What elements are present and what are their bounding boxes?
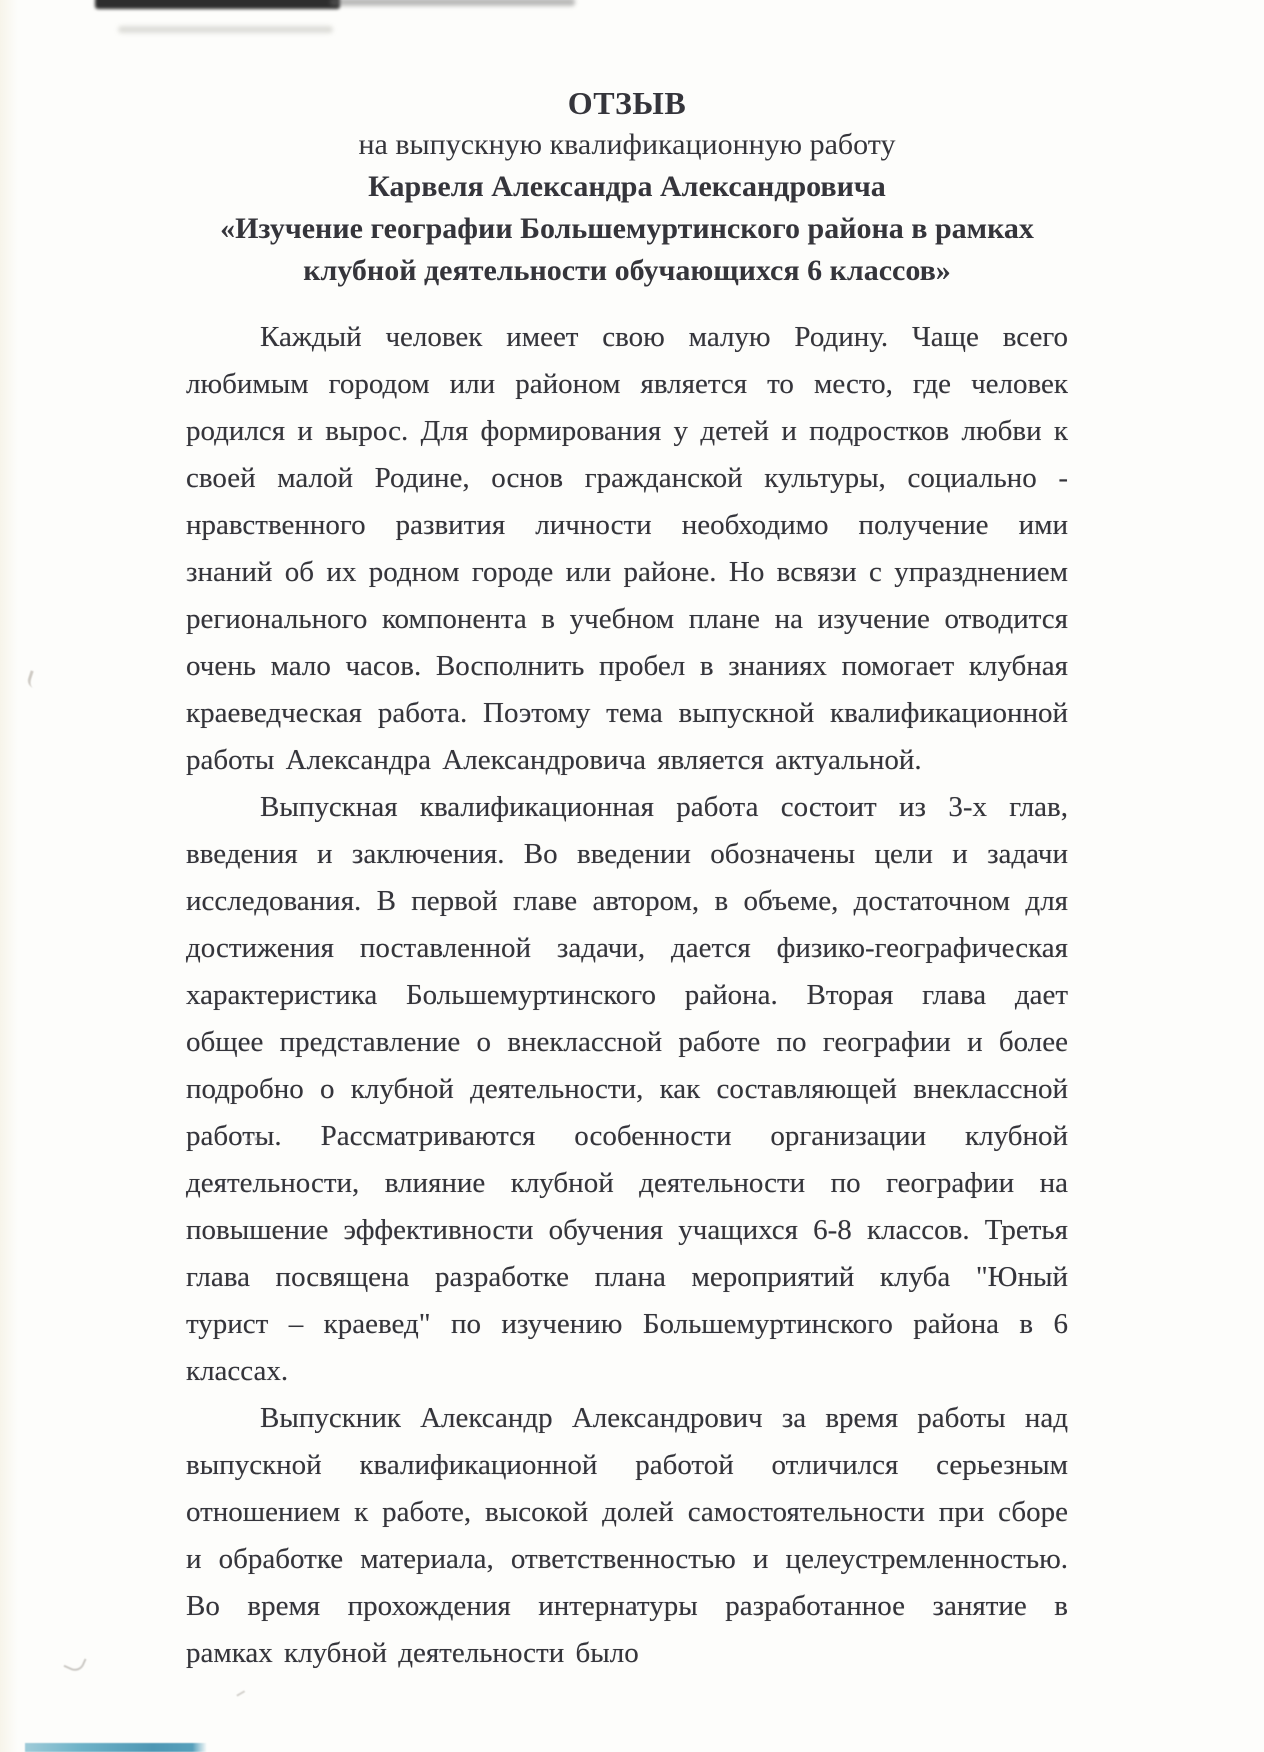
paragraph-relevance: Каждый человек имеет свою малую Родину. Чаще всего любимым городом или районом является то место, где человек родился и вырос. Для формирования у детей и подростков любви к своей малой Родине, основ гражданской культуры, социально - нравственного развития личности необходимо получение ими знаний об их родном городе или районе. Но всвязи с упразднением регионального компонента в учебном плане на изучение отводится очень мало часов. Восполнить пробел в знаниях помогает клубная краеведческая работа. Поэтому тема выпускной квалификационной работы Александра Александровича является актуальной.	[186, 321, 1068, 776]
scan-smudge-top-dark	[95, 0, 340, 9]
pencil-mark	[236, 1690, 248, 1702]
pencil-mark	[26, 670, 43, 689]
document-subtitle: на выпускную квалификационную работу	[358, 128, 896, 161]
document-header	[186, 82, 1068, 292]
document-author-name: Карвеля Александра Александровича	[368, 170, 886, 203]
scan-artifact-bottom-strip	[25, 1743, 207, 1752]
paragraph-structure: Выпускная квалификационная работа состоит из 3-х глав, введения и заключения. Во введении обозначены цели и задачи исследования. В первой главе автором, в объеме, достаточном для достижения поставленной задачи, дается физико-географическая характеристика Большемуртинского района. Вторая глава дает общее представление о внеклассной работе по географии и более подробно о клубной деятельности, как составляющей внеклассной работы. Рассматриваются особенности организации клубной деятельности, влияние клубной деятельности по географии на повышение эффективности обучения учащихся 6-8 классов. Третья глава посвящена разработке плана мероприятий клуба "Юный турист – краевед" по изучению Большемуртинского района в 6 классах.	[186, 791, 1068, 1387]
scan-smudge-top-faint	[330, 0, 575, 6]
document-content	[186, 82, 1068, 1677]
document-work-title: «Изучение географии Большемуртинского района в рамках клубной деятельности обучающихся 6 классов»	[220, 212, 1034, 287]
pencil-mark	[64, 1652, 87, 1674]
paragraph-graduate-qualities: Выпускник Александр Александрович за время работы над выпускной квалификационной работой отличился серьезным отношением к работе, высокой долей самостоятельности при сборе и обработке материала, ответственностью и целеустремленностью. Во время прохождения интернатуры разработанное занятие в рамках клубной деятельности было	[186, 1402, 1068, 1669]
document-title: ОТЗЫВ	[567, 85, 687, 121]
scan-smudge-top-tail	[118, 26, 333, 33]
